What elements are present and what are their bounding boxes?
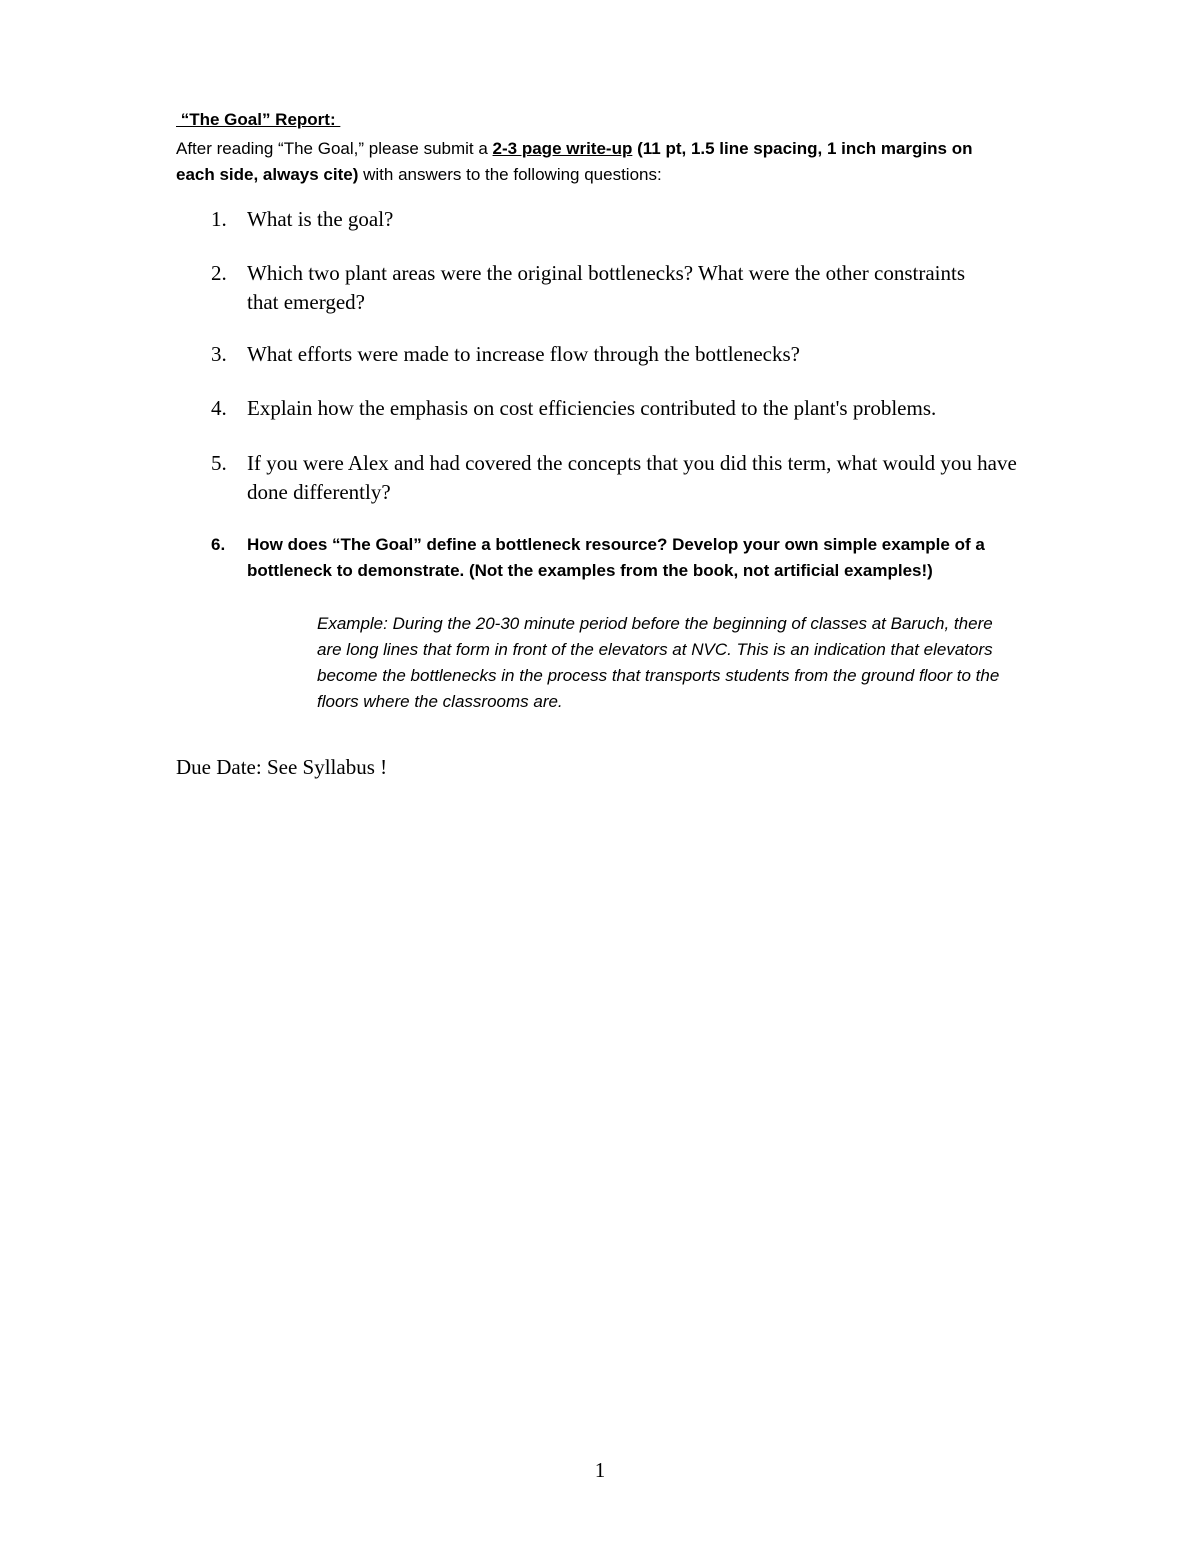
intro-text-part3: with answers to the following questions: [358, 165, 662, 184]
example-paragraph: Example: During the 20-30 minute period before the beginning of classes at Baruch, there are long lines that form in front of the elevators at NVC. This is an indication that elevators become the bottlenecks in the process that transports students from the ground floor to the floors where the classrooms are. [317, 614, 1000, 711]
question-number: 5. [211, 451, 227, 475]
question-text: Which two plant areas were the original bottlenecks? What were the other constraints that emerged? [247, 261, 966, 314]
intro-text-part1: After reading “The Goal,” please submit a [176, 139, 493, 158]
question-text: If you were Alex and had covered the concepts that you did this term, what would you have done differently? [247, 451, 1017, 504]
question-number: 6. [211, 535, 226, 554]
question-number: 1. [211, 207, 227, 231]
question-number: 4. [211, 396, 227, 420]
question-text: What efforts were made to increase flow through the bottlenecks? [247, 342, 800, 366]
report-title: “The Goal” Report: [176, 110, 341, 129]
question-number: 3. [211, 342, 227, 366]
page-number: 1 [594, 1458, 606, 1482]
question-text: How does “The Goal” define a bottleneck resource? Develop your own simple example of a bottleneck to demonstrate. (Not the examples from the book, not artificial examples!) [247, 535, 985, 580]
question-text: What is the goal? [247, 207, 394, 231]
question-number: 2. [211, 261, 227, 285]
intro-paragraph [176, 136, 996, 188]
question-text: Explain how the emphasis on cost efficiencies contributed to the plant's problems. [247, 396, 937, 420]
due-date: Due Date: See Syllabus ! [176, 755, 388, 779]
write-up-length: 2-3 page write-up [492, 139, 633, 158]
format-spec: (11 pt, 1.5 line spacing, 1 inch margins on each side, always cite) [176, 139, 973, 184]
